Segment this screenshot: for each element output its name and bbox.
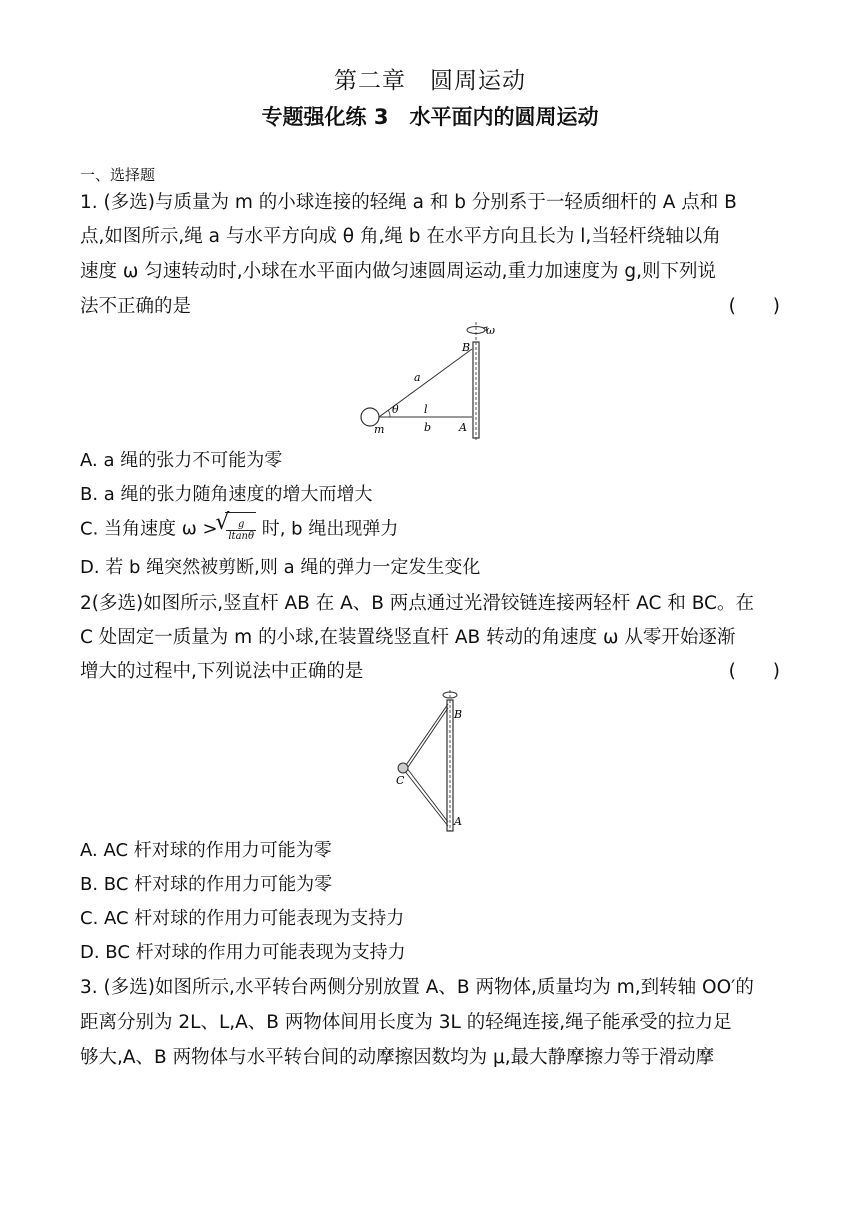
q2-answer-blank: ( ) (728, 661, 780, 682)
q1-option-a: A. a 绳的张力不可能为零 (80, 450, 283, 471)
q1-line-1: 1. (多选)与质量为 m 的小球连接的轻绳 a 和 b 分别系于一轻质细杆的 A 点和 B (80, 192, 737, 213)
fraction-denominator: ltanθ (228, 530, 254, 542)
chapter-title: 第二章 圆周运动 (334, 68, 526, 94)
label-B: B (454, 708, 463, 721)
q1-figure (352, 318, 512, 442)
q2-line-1: 2(多选)如图所示,竖直杆 AB 在 A、B 两点通过光滑铰链连接两轻杆 AC 和 BC。在 (80, 593, 754, 614)
q1-option-c (80, 512, 398, 546)
label-theta: θ (392, 403, 399, 416)
q2-option-a: A. AC 杆对球的作用力可能为零 (80, 840, 332, 861)
q2-option-d: D. BC 杆对球的作用力可能表现为支持力 (80, 942, 406, 963)
label-b: b (424, 421, 432, 434)
rod-ac-2 (406, 767, 448, 822)
ball (398, 763, 408, 773)
q2-option-c: C. AC 杆对球的作用力可能表现为支持力 (80, 908, 405, 929)
rod-bc-2 (406, 708, 448, 770)
q3-line-3: 够大,A、B 两物体与水平转台间的动摩擦因数均为 μ,最大静摩擦力等于滑动摩 (80, 1047, 715, 1068)
section-heading: 一、选择题 (80, 166, 156, 184)
q2-line-3 (80, 655, 780, 689)
label-B: B (462, 341, 471, 354)
q3-line-2: 距离分别为 2L、L,A、B 两物体间用长度为 3L 的轻绳连接,绳子能承受的拉力足 (80, 1012, 732, 1033)
q2-line-2: C 处固定一质量为 m 的小球,在装置绕竖直杆 AB 转动的角速度 ω 从零开始逐渐 (80, 627, 736, 648)
section-subtitle: 专题强化练 3 水平面内的圆周运动 (261, 105, 599, 129)
q1-option-c-suffix: 时, b 绳出现弹力 (261, 518, 399, 540)
sqrt-symbol (225, 512, 256, 547)
q1-line-3: 速度 ω 匀速转动时,小球在水平面内做匀速圆周运动,重力加速度为 g,则下列说 (80, 261, 717, 282)
q2-option-b: B. BC 杆对球的作用力可能为零 (80, 874, 333, 895)
label-a: a (414, 371, 421, 384)
rod-ac-1 (404, 770, 448, 826)
angle-arc (388, 410, 390, 417)
q1-option-d: D. 若 b 绳突然被剪断,则 a 绳的弹力一定发生变化 (80, 557, 481, 578)
label-A: A (459, 421, 467, 434)
q1-option-b: B. a 绳的张力随角速度的增大而增大 (80, 484, 373, 505)
q2-stem-end: 增大的过程中,下列说法中正确的是 (80, 661, 364, 682)
fraction-numerator: √ g (226, 519, 256, 531)
q1-stem-end: 法不正确的是 (80, 296, 192, 317)
q1-option-c-prefix: C. 当角速度 ω > (80, 518, 218, 540)
q3-line-1: 3. (多选)如图所示,水平转台两侧分别放置 A、B 两物体,质量均为 m,到转轴 OO′的 (80, 977, 754, 998)
label-m: m (374, 423, 385, 436)
fraction (226, 519, 256, 542)
q2-figure (388, 686, 468, 836)
label-A: A (454, 815, 462, 828)
label-l: l (424, 403, 428, 416)
rod-bc-1 (404, 704, 448, 768)
q1-answer-blank: ( ) (728, 296, 780, 317)
label-omega: ω (486, 324, 495, 337)
q1-line-2: 点,如图所示,绳 a 与水平方向成 θ 角,绳 b 在水平方向且长为 l,当轻杆绕轴以角 (80, 226, 721, 247)
label-C: C (396, 774, 405, 787)
